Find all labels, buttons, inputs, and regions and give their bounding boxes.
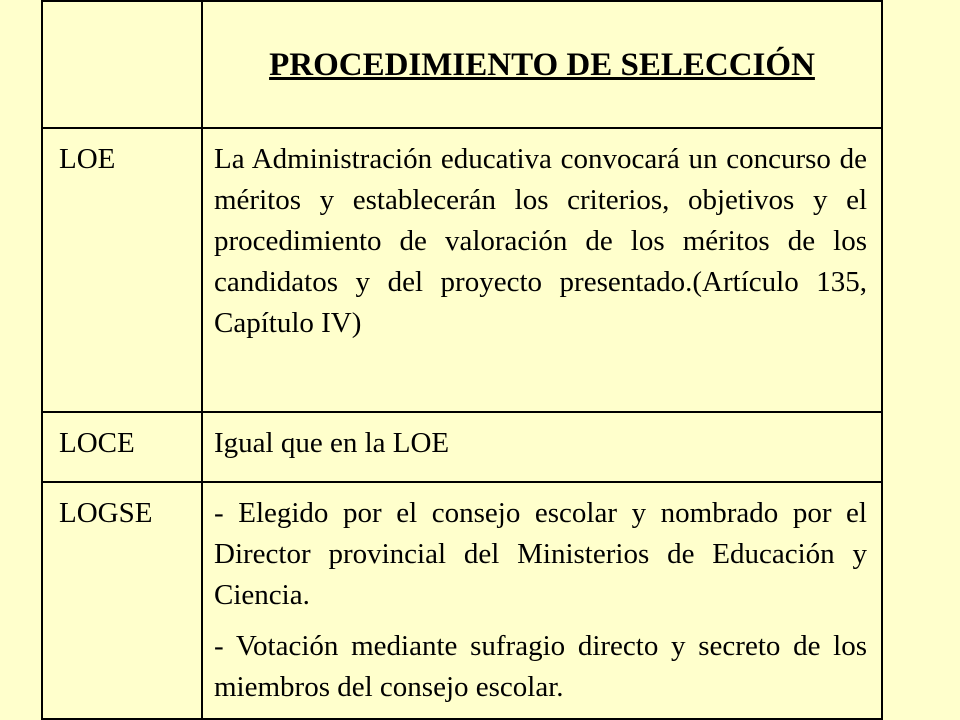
table-header-row — [42, 1, 882, 128]
description-paragraph: Igual que en la LOE — [214, 427, 450, 459]
table-row-loe — [42, 128, 882, 412]
law-name-loce: LOCE — [42, 412, 202, 482]
description-paragraph: La Administración educativa convocará un concurso de méritos y establecerán los criterios, objetivos y el procedimiento de valoración de los méritos de los candidatos y del proyecto presentado.(Artículo 135, Capítulo IV) — [214, 143, 867, 339]
table-title: PROCEDIMIENTO DE SELECCIÓN — [202, 1, 882, 128]
selection-procedure-table — [41, 0, 883, 720]
table-row-logse — [42, 482, 882, 719]
header-empty-cell — [42, 1, 202, 128]
law-description-loce — [202, 412, 882, 482]
description-paragraph: - Elegido por el consejo escolar y nombrado por el Director provincial del Ministerios de Educación y Ciencia. — [214, 497, 867, 611]
description-paragraph: - Votación mediante sufragio directo y secreto de los miembros del consejo escolar. — [214, 630, 867, 703]
law-name-logse: LOGSE — [42, 482, 202, 719]
table-row-loce — [42, 412, 882, 482]
law-name-loe: LOE — [42, 128, 202, 412]
law-description-logse — [202, 482, 882, 719]
law-description-loe — [202, 128, 882, 412]
